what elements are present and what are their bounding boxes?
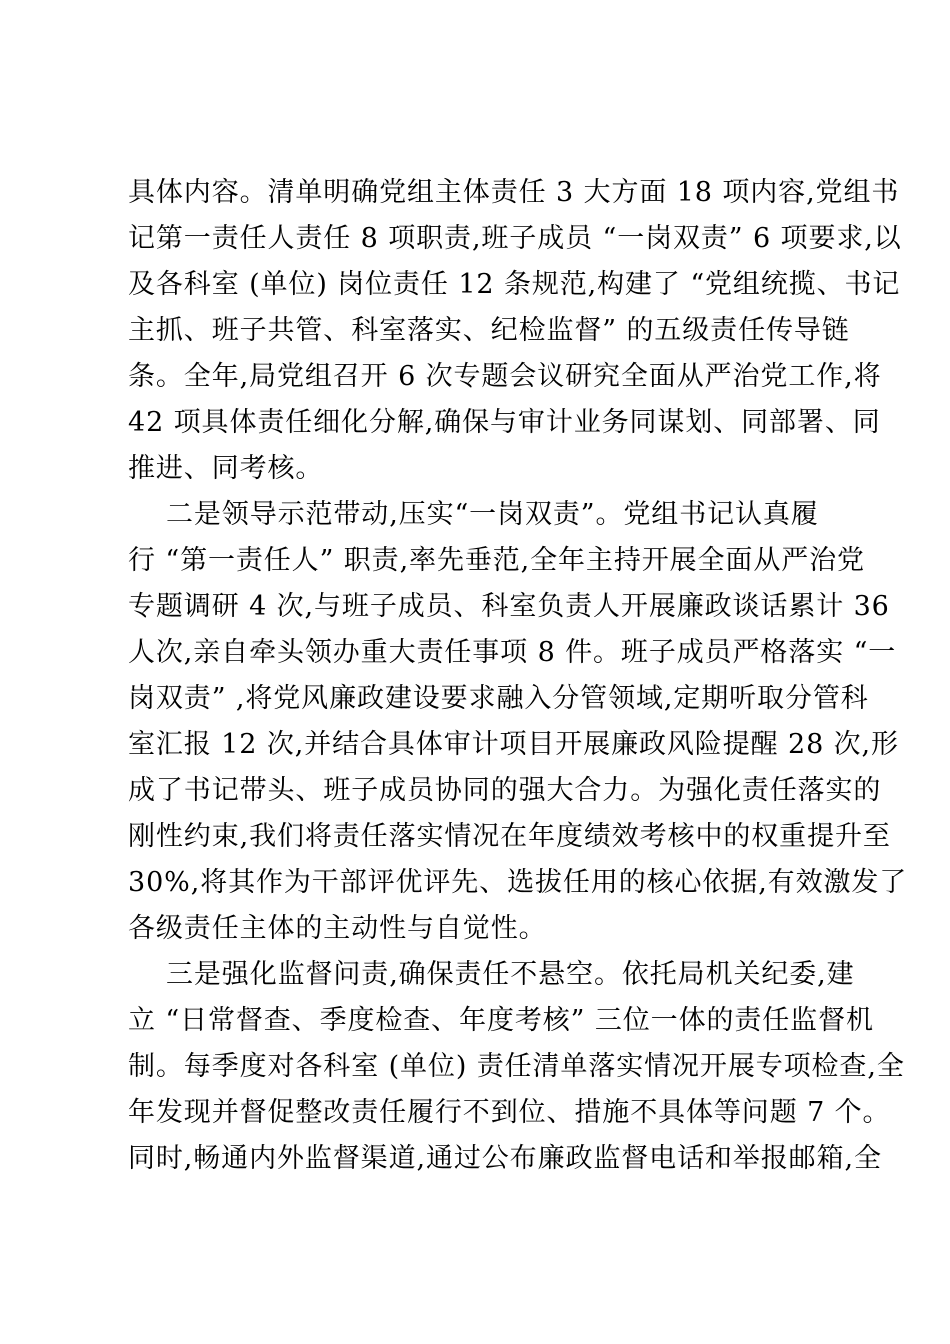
text-line: 推进、同考核。 (128, 453, 324, 484)
text-line: 及各科室 (单位) 岗位责任 12 条规范,构建了 “党组统揽、书记 (128, 269, 901, 300)
text-line: 立 “日常督查、季度检查、年度考核” 三位一体的责任监督机 (128, 1005, 874, 1036)
text-line: 专题调研 4 次,与班子成员、科室负责人开展廉政谈话累计 36 (128, 591, 890, 622)
text-line: 岗双责” ,将党风廉政建设要求融入分管领域,定期听取分管科 (128, 683, 869, 714)
text-line: 成了书记带头、班子成员协同的强大合力。为强化责任落实的 (128, 775, 882, 806)
text-line: 年发现并督促整改责任履行不到位、措施不具体等问题 7 个。 (128, 1097, 891, 1128)
text-line: 记第一责任人责任 8 项职责,班子成员 “一岗双责” 6 项要求,以 (128, 223, 902, 254)
text-line: 刚性约束,我们将责任落实情况在年度绩效考核中的权重提升至 (128, 821, 891, 852)
text-line: 行 “第一责任人” 职责,率先垂范,全年主持开展全面从严治党 (128, 545, 865, 576)
text-line: 42 项具体责任细化分解,确保与审计业务同谋划、同部署、同 (128, 407, 881, 438)
text-line: 条。全年,局党组召开 6 次专题会议研究全面从严治党工作,将 (128, 361, 882, 392)
text-line: 30%,将其作为干部评优评先、选拔任用的核心依据,有效激发了 (128, 867, 908, 898)
text-line: 同时,畅通内外监督渠道,通过公布廉政监督电话和举报邮箱,全 (128, 1143, 882, 1174)
text-line: 室汇报 12 次,并结合具体审计项目开展廉政风险提醒 28 次,形 (128, 729, 899, 760)
text-line: 制。每季度对各科室 (单位) 责任清单落实情况开展专项检查,全 (128, 1051, 905, 1082)
text-line: 主抓、班子共管、科室落实、纪检监督” 的五级责任传导链 (128, 315, 850, 346)
text-line: 人次,亲自牵头领办重大责任事项 8 件。班子成员严格落实 “一 (128, 637, 897, 668)
paragraph-start-line: 三是强化监督问责,确保责任不悬空。依托局机关纪委,建 (166, 959, 855, 990)
text-line: 具体内容。清单明确党组主体责任 3 大方面 18 项内容,党组书 (128, 177, 900, 208)
body-text (128, 170, 908, 1182)
text-line: 各级责任主体的主动性与自觉性。 (128, 913, 547, 944)
paragraph-start-line: 二是领导示范带动,压实“一岗双责”。党组书记认真履 (166, 499, 819, 530)
